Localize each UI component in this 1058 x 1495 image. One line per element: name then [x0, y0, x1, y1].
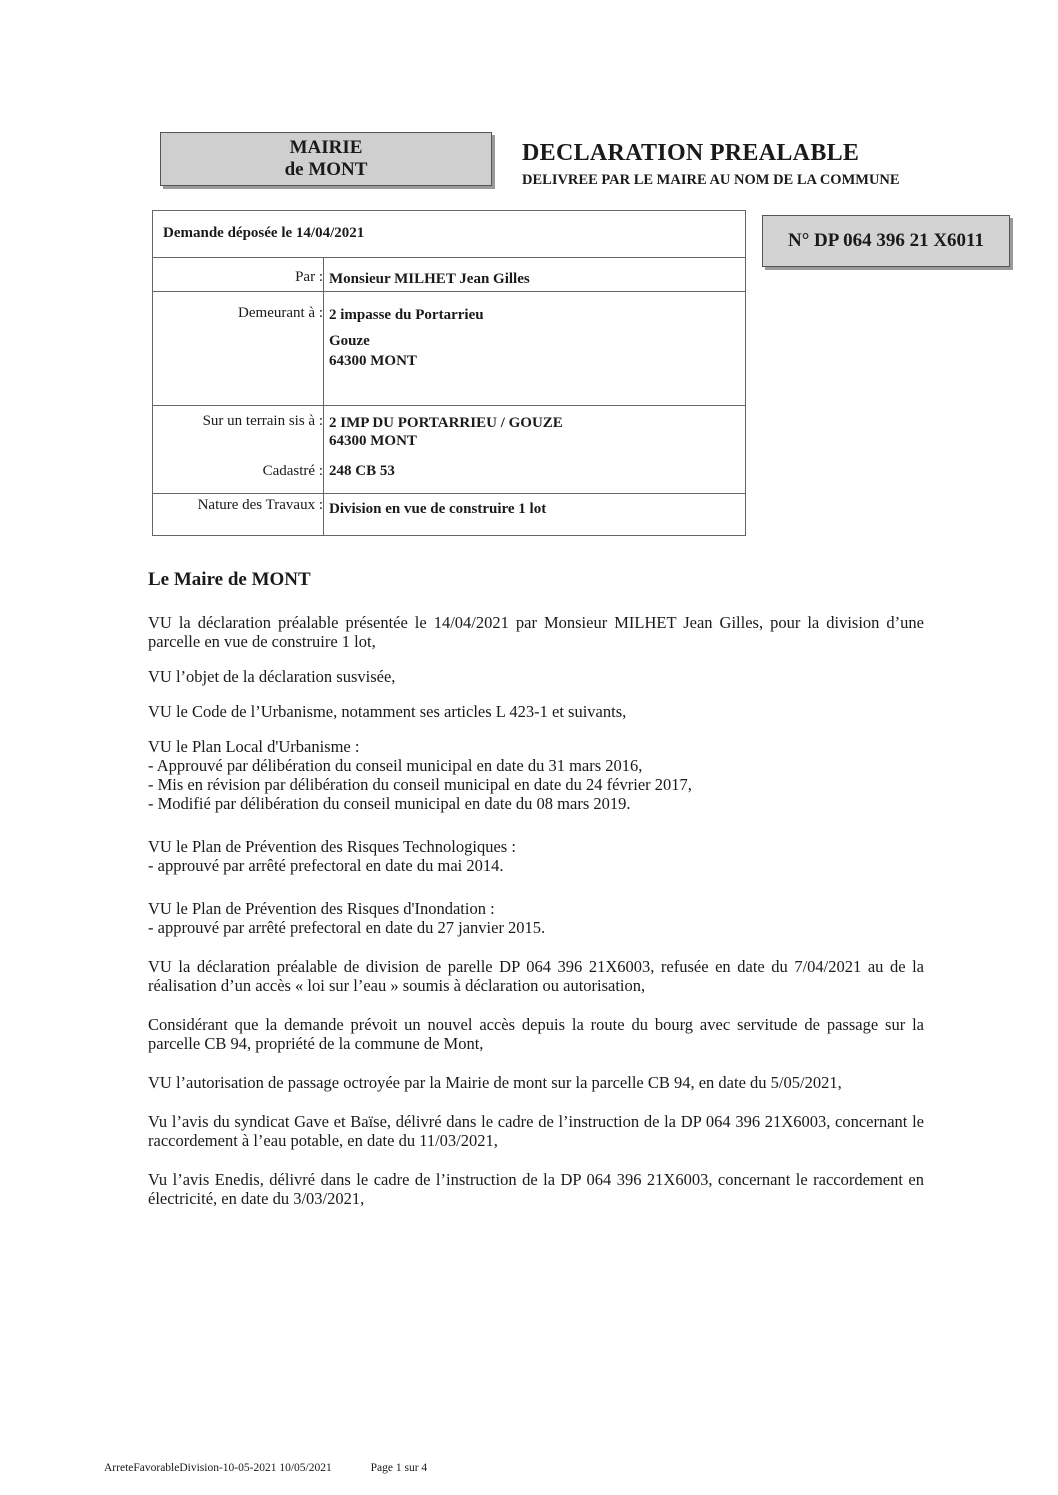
plu-block	[148, 737, 924, 813]
plu-title: VU le Plan Local d'Urbanisme :	[148, 737, 360, 756]
par-label: Par :	[295, 269, 323, 285]
demande-date: Demande déposée le 14/04/2021	[163, 225, 365, 241]
plu-item: - Modifié par délibération du conseil municipal en date du 08 mars 2019.	[148, 794, 631, 813]
demeurant-line: 64300 MONT	[329, 353, 417, 369]
terrain-line: 64300 MONT	[329, 433, 417, 449]
cadastre-label: Cadastré :	[262, 463, 323, 479]
terrain-label: Sur un terrain sis à :	[202, 413, 323, 429]
mairie-line2: de MONT	[284, 159, 368, 180]
document-subtitle: DELIVREE PAR LE MAIRE AU NOM DE LA COMMUNE	[522, 172, 900, 188]
ppri-item: - approuvé par arrêté prefectoral en date du 27 janvier 2015.	[148, 918, 546, 937]
pprt-block	[148, 837, 924, 875]
table-divider	[153, 291, 745, 292]
plu-item: - Mis en révision par délibération du conseil municipal en date du 24 février 2017,	[148, 775, 692, 794]
pprt-title: VU le Plan de Prévention des Risques Technologiques :	[148, 837, 516, 856]
paragraph: VU la déclaration préalable de division de parelle DP 064 396 21X6003, refusée en date du 7/04/2021 au de la réalisation d’un accès « loi sur l’eau » soumis à déclaration ou autorisation,	[148, 957, 924, 995]
pprt-item: - approuvé par arrêté prefectoral en date du mai 2014.	[148, 856, 504, 875]
table-divider	[153, 493, 745, 494]
mairie-line1: MAIRIE	[289, 137, 363, 158]
ppri-title: VU le Plan de Prévention des Risques d'Inondation :	[148, 899, 495, 918]
page-footer	[104, 1462, 463, 1474]
body-heading: Le Maire de MONT	[148, 569, 311, 590]
ppri-block	[148, 899, 924, 937]
plu-item: - Approuvé par délibération du conseil municipal en date du 31 mars 2016,	[148, 756, 643, 775]
table-divider	[153, 405, 745, 406]
demeurant-line: Gouze	[329, 333, 370, 349]
dp-number-box: N° DP 064 396 21 X6011	[762, 215, 1010, 267]
paragraph: VU l’objet de la déclaration susvisée,	[148, 667, 396, 686]
request-info-table	[152, 210, 746, 536]
paragraph: Vu l’avis Enedis, délivré dans le cadre de l’instruction de la DP 064 396 21X6003, concernant le raccordement en électricité, en date du 3/03/2021,	[148, 1170, 924, 1208]
paragraph: VU l’autorisation de passage octroyée par la Mairie de mont sur la parcelle CB 94, en date du 5/05/2021,	[148, 1073, 842, 1092]
paragraph: VU la déclaration préalable présentée le 14/04/2021 par Monsieur MILHET Jean Gilles, pour la division d’une parcelle en vue de construire 1 lot,	[148, 613, 924, 651]
nature-value: Division en vue de construire 1 lot	[329, 501, 547, 517]
terrain-line: 2 IMP DU PORTARRIEU / GOUZE	[329, 415, 563, 431]
document-body	[148, 570, 924, 1224]
cadastre-value: 248 CB 53	[329, 463, 395, 479]
demeurant-label: Demeurant à :	[238, 305, 323, 321]
footer-doc-ref: ArreteFavorableDivision-10-05-2021 10/05/2021	[104, 1462, 332, 1474]
footer-page-number: Page 1 sur 4	[370, 1462, 428, 1474]
table-column-divider	[323, 257, 324, 535]
nature-label: Nature des Travaux :	[197, 497, 323, 513]
table-divider	[153, 257, 745, 258]
paragraph: Vu l’avis du syndicat Gave et Baïse, délivré dans le cadre de l’instruction de la DP 064 396 21X6003, concernant le raccordement à l’eau potable, en date du 11/03/2021,	[148, 1112, 924, 1150]
document-title: DECLARATION PREALABLE	[522, 140, 860, 166]
demeurant-line: 2 impasse du Portarrieu	[329, 307, 484, 323]
mairie-box	[160, 132, 492, 186]
paragraph: Considérant que la demande prévoit un nouvel accès depuis la route du bourg avec servitude de passage sur la parcelle CB 94, propriété de la commune de Mont,	[148, 1015, 924, 1053]
paragraph: VU le Code de l’Urbanisme, notamment ses articles L 423-1 et suivants,	[148, 702, 627, 721]
par-value: Monsieur MILHET Jean Gilles	[329, 271, 530, 287]
